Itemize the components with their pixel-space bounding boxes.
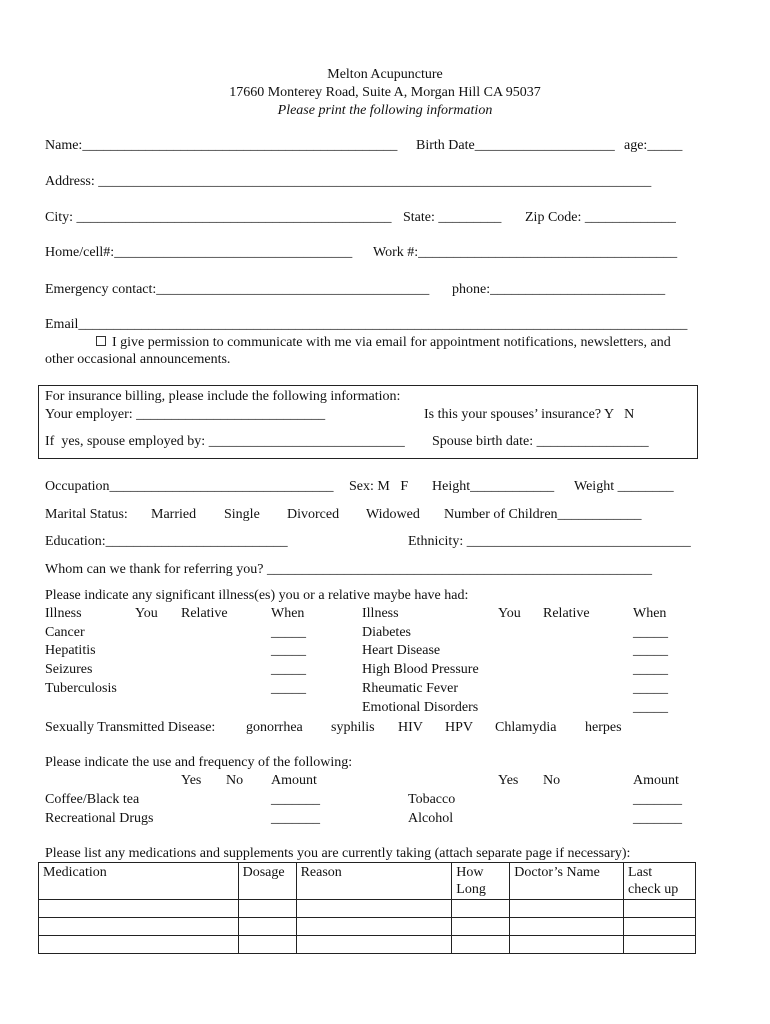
sex-field[interactable]: Sex: M F: [349, 479, 409, 494]
substance-tobacco: Tobacco: [408, 792, 456, 807]
city-field[interactable]: City: _____________________________________________: [45, 210, 392, 225]
illness-diabetes: Diabetes: [362, 625, 411, 640]
checkup-label: check up: [628, 882, 679, 897]
std-hpv[interactable]: HPV: [445, 720, 474, 735]
marital-married[interactable]: Married: [151, 507, 197, 522]
marital-single[interactable]: Single: [224, 507, 260, 522]
amount-header-left: Amount: [271, 773, 317, 788]
when-header-left: When: [271, 606, 305, 621]
emergency-contact-field[interactable]: Emergency contact:_______________________________________: [45, 282, 430, 297]
col-how-long: [452, 863, 510, 900]
weight-field[interactable]: Weight ________: [574, 479, 674, 494]
when-blank-hepatitis[interactable]: _____: [271, 643, 306, 658]
no-header-left: No: [226, 773, 244, 788]
education-field[interactable]: Education:__________________________: [45, 534, 288, 549]
instruction: Please print the following information: [277, 103, 493, 118]
substance-coffee: Coffee/Black tea: [45, 792, 140, 807]
illness-intro: Please indicate any significant illness(es) you or a relative maybe have had:: [45, 588, 469, 603]
col-dosage: Dosage: [238, 863, 296, 900]
table-row[interactable]: [39, 900, 696, 918]
spouse-insurance-question[interactable]: Is this your spouses’ insurance? Y N: [424, 407, 635, 422]
substance-drugs: Recreational Drugs: [45, 811, 154, 826]
no-header-right: No: [543, 773, 561, 788]
you-header-right: You: [498, 606, 521, 621]
spouse-birth-field[interactable]: Spouse birth date: ________________: [432, 434, 649, 449]
substances-intro: Please indicate the use and frequency of the following:: [45, 755, 353, 770]
illness-heart-disease: Heart Disease: [362, 643, 441, 658]
std-syphilis[interactable]: syphilis: [331, 720, 375, 735]
illness-header-right: Illness: [362, 606, 399, 621]
illness-rheumatic-fever: Rheumatic Fever: [362, 681, 459, 696]
employer-field[interactable]: Your employer: ___________________________: [45, 407, 326, 422]
col-doctor: Doctor’s Name: [510, 863, 624, 900]
permission-text-cont: other occasional announcements.: [45, 352, 231, 367]
marital-status-label: Marital Status:: [45, 507, 128, 522]
table-header-row: [39, 863, 696, 900]
std-label: Sexually Transmitted Disease:: [45, 720, 216, 735]
insurance-intro: For insurance billing, please include the following information:: [45, 389, 401, 404]
illness-seizures: Seizures: [45, 662, 93, 677]
std-hiv[interactable]: HIV: [398, 720, 423, 735]
age-field[interactable]: age:_____: [624, 138, 683, 153]
amount-blank-tobacco[interactable]: _______: [633, 792, 682, 807]
last-label: Last: [628, 865, 653, 880]
ethnicity-field[interactable]: Ethnicity: ________________________________: [408, 534, 691, 549]
relative-header-left: Relative: [181, 606, 228, 621]
table-row[interactable]: [39, 918, 696, 936]
you-header-left: You: [135, 606, 158, 621]
emergency-phone-field[interactable]: phone:_________________________: [452, 282, 666, 297]
when-blank-heart-disease[interactable]: _____: [633, 643, 668, 658]
referral-field[interactable]: Whom can we thank for referring you? _______________________________________________________: [45, 562, 652, 577]
height-field[interactable]: Height____________: [432, 479, 555, 494]
how-label: How: [456, 865, 484, 880]
when-blank-cancer[interactable]: _____: [271, 625, 306, 640]
medications-intro: Please list any medications and supplements you are currently taking (attach separate page if necessary):: [45, 846, 631, 861]
permission-checkbox[interactable]: [96, 336, 106, 346]
std-gonorrhea[interactable]: gonorrhea: [246, 720, 303, 735]
permission-text: I give permission to communicate with me via email for appointment notifications, newsletters, and: [112, 335, 671, 350]
name-field[interactable]: Name:_____________________________________________: [45, 138, 398, 153]
when-blank-diabetes[interactable]: _____: [633, 625, 668, 640]
email-field[interactable]: Email_______________________________________________________________________________________: [45, 317, 688, 332]
home-phone-field[interactable]: Home/cell#:__________________________________: [45, 245, 353, 260]
occupation-field[interactable]: Occupation________________________________: [45, 479, 334, 494]
illness-cancer: Cancer: [45, 625, 85, 640]
amount-blank-alcohol[interactable]: _______: [633, 811, 682, 826]
clinic-address: 17660 Monterey Road, Suite A, Morgan Hill CA 95037: [229, 85, 541, 100]
medications-table: [38, 862, 696, 954]
amount-blank-coffee[interactable]: _______: [271, 792, 320, 807]
when-blank-emotional-disorders[interactable]: _____: [633, 700, 668, 715]
zip-field[interactable]: Zip Code: _____________: [525, 210, 676, 225]
marital-widowed[interactable]: Widowed: [366, 507, 420, 522]
work-phone-field[interactable]: Work #:_____________________________________: [373, 245, 678, 260]
marital-divorced[interactable]: Divorced: [287, 507, 340, 522]
birth-date-field[interactable]: Birth Date____________________: [416, 138, 615, 153]
long-label: Long: [456, 882, 486, 897]
col-last-checkup: [624, 863, 696, 900]
when-header-right: When: [633, 606, 667, 621]
amount-blank-drugs[interactable]: _______: [271, 811, 320, 826]
children-field[interactable]: Number of Children____________: [444, 507, 642, 522]
yes-header-right: Yes: [498, 773, 519, 788]
col-reason: Reason: [296, 863, 452, 900]
std-chlamydia[interactable]: Chlamydia: [495, 720, 557, 735]
illness-hepatitis: Hepatitis: [45, 643, 96, 658]
clinic-name: Melton Acupuncture: [327, 67, 443, 82]
amount-header-right: Amount: [633, 773, 679, 788]
when-blank-seizures[interactable]: _____: [271, 662, 306, 677]
table-row[interactable]: [39, 936, 696, 954]
illness-tuberculosis: Tuberculosis: [45, 681, 117, 696]
illness-header-left: Illness: [45, 606, 82, 621]
illness-emotional-disorders: Emotional Disorders: [362, 700, 479, 715]
address-field[interactable]: Address: _______________________________________________________________________________: [45, 174, 652, 189]
yes-header-left: Yes: [181, 773, 202, 788]
when-blank-high-blood-pressure[interactable]: _____: [633, 662, 668, 677]
illness-high-blood-pressure: High Blood Pressure: [362, 662, 479, 677]
email-permission: [96, 336, 671, 350]
substance-alcohol: Alcohol: [408, 811, 454, 826]
when-blank-tuberculosis[interactable]: _____: [271, 681, 306, 696]
std-herpes[interactable]: herpes: [585, 720, 622, 735]
spouse-employer-field[interactable]: If yes, spouse employed by: ____________________________: [45, 434, 405, 449]
col-medication: Medication: [39, 863, 239, 900]
when-blank-rheumatic-fever[interactable]: _____: [633, 681, 668, 696]
relative-header-right: Relative: [543, 606, 590, 621]
state-field[interactable]: State: _________: [403, 210, 502, 225]
